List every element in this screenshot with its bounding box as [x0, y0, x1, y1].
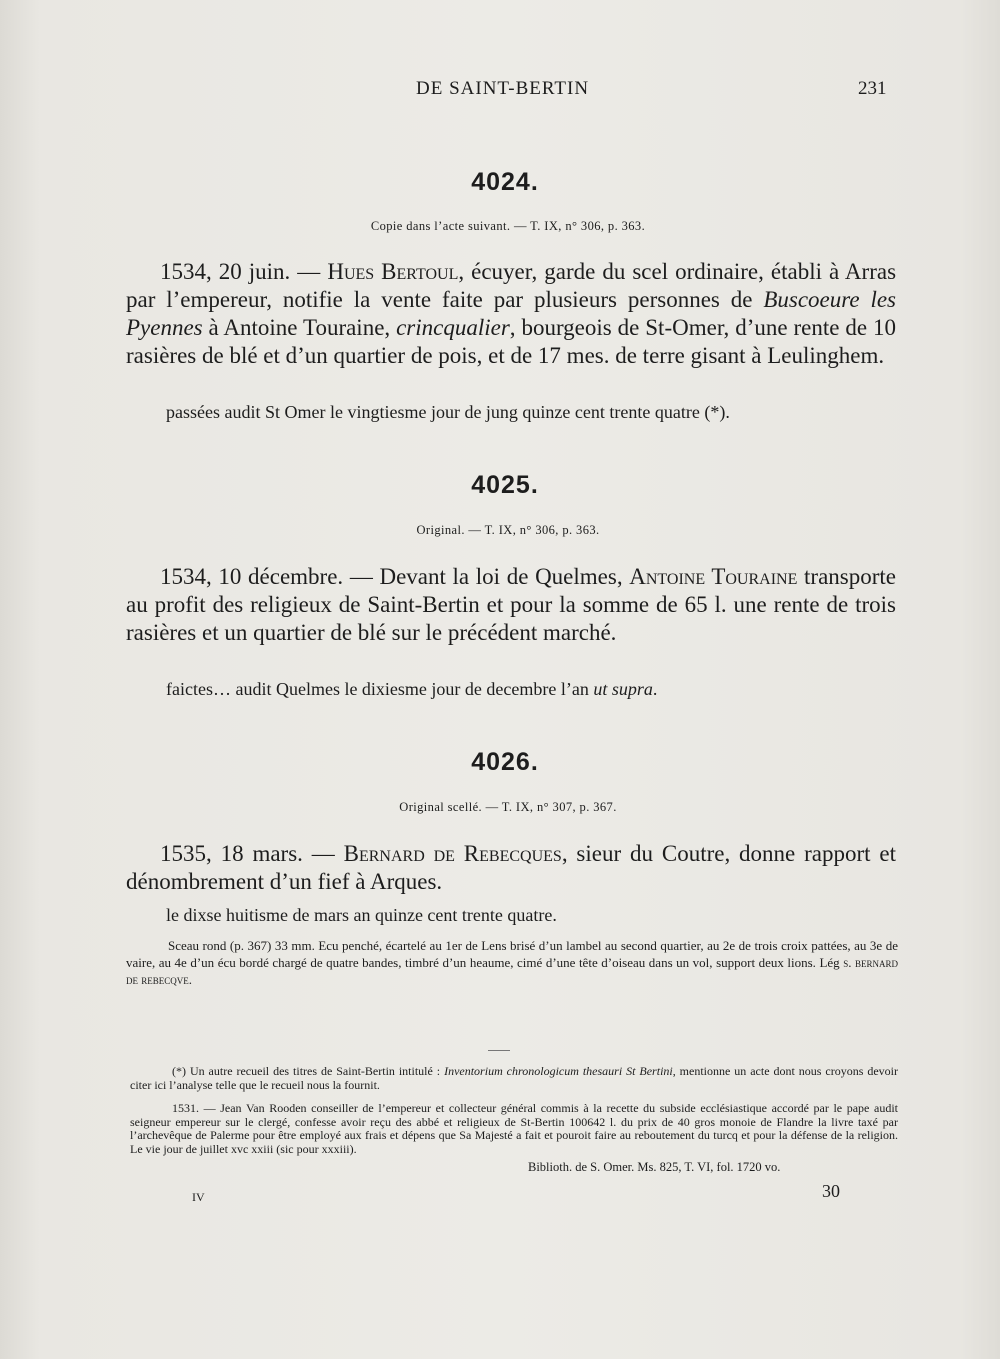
quote-end: . [652, 679, 658, 699]
source-note-4026: Original scellé. — T. IX, n° 307, p. 367. [399, 800, 617, 814]
entry-number-4025: 4025. [471, 471, 539, 499]
quote-4025 [166, 677, 896, 701]
abstract-text: transporte au profit des religieux de Saint-Bertin et pour la somme de 65 l. une rente de trois rasières et un quartier de blé sur le précédent marché. [126, 564, 896, 645]
person-name: Bernard de Rebecques [343, 841, 562, 866]
footnote-star [130, 1065, 898, 1092]
footnote-1531: 1531. — Jean Van Rooden conseiller de l’empereur et collecteur général commis à la recette du subside ecclésiastique accordé par le pape audit seigneur empereur sur le clergé, confesse avoir reçu des abbé et religieux de St-Bertin 100642 l. du prix de 40 gros monoie de Flandre la livre taxé par l’archevêque de Palerme pour être employé aux frais et dépens que Sa Majesté a fait et pouroit faire au reboutement du turcq et pour la défense de la religion. Le vie jour de juillet xvc xxiii (sic pour xxxiii). [130, 1101, 898, 1156]
source-note-4025: Original. — T. IX, n° 306, p. 363. [416, 523, 600, 537]
person-name: Antoine Touraine [629, 564, 798, 589]
footnote-divider [488, 1050, 510, 1051]
footnote-text: (*) Un autre recueil des titres de Saint-Bertin intitulé : [172, 1064, 445, 1078]
seal-legend: s. bernard de rebecqve. [126, 955, 898, 987]
occupation: crincqualier [396, 315, 510, 340]
footnote-italic: Inventorium chronologicum thesauri St Bertini [444, 1064, 673, 1078]
page-number: 231 [858, 78, 887, 99]
abstract-text: , bourgeois de St-Omer, d’une rente de 10 rasières de blé et d’un quartier de pois, et de 17 mes. de terre gisant à Leulinghem. [126, 315, 896, 368]
abstract-4026 [126, 840, 896, 896]
footnote-end: , mentionne un acte dont nous croyons devoir citer ici l’analyse telle que le recueil nous la fournit. [130, 1064, 898, 1092]
abstract-date: 1534, 20 juin. — [160, 259, 328, 284]
seal-text: Sceau rond (p. 367) 33 mm. Ecu penché, écartelé au 1er de Lens brisé d’un lambel au second quartier, au 2e de trois croix pattées, au 3e de vaire, au 4e d’un écu bordé chargé de quatre bandes, timbré d’un heaume, cimé d’une tête d’oiseau dans un vol, support deux lions. Lég [126, 938, 898, 970]
entry-number-4026: 4026. [471, 748, 539, 776]
source-note-4024: Copie dans l’acte suivant. — T. IX, n° 306, p. 363. [370, 219, 646, 233]
place-name: Buscoeure les Pyennes [126, 287, 897, 340]
seal-description [126, 937, 898, 988]
abstract-date: 1534, 10 décembre. — Devant la loi de Quelmes, [160, 564, 630, 589]
footnote-source: Biblioth. de S. Omer. Ms. 825, T. VI, fol. 1720 vo. [528, 1160, 781, 1174]
abstract-text: , sieur du Coutre, donne rapport et dénombrement d’un fief à Arques. [126, 841, 897, 894]
quote-4026: le dixse huitisme de mars an quinze cent trente quatre. [166, 905, 557, 925]
quote-text: faictes… audit Quelmes le dixiesme jour de decembre l’an [166, 679, 594, 699]
entry-number-4024: 4024. [471, 168, 539, 196]
quote-italic: ut supra [593, 679, 653, 699]
abstract-text: à Antoine Touraine, [202, 315, 397, 340]
running-head [0, 78, 1000, 104]
abstract-date: 1535, 18 mars. — [160, 841, 344, 866]
person-name: Hues Bertoul [327, 259, 459, 284]
quote-4024: passées audit St Omer le vingtiesme jour de jung quinze cent trente quatre (*). [166, 402, 730, 422]
abstract-4025 [126, 563, 896, 647]
signature-mark: IV [192, 1190, 205, 1204]
running-title: DE SAINT-BERTIN [416, 78, 590, 99]
abstract-4024 [126, 258, 896, 370]
signature-number: 30 [822, 1181, 840, 1201]
abstract-text: , écuyer, garde du scel ordinaire, établi à Arras par l’empereur, notifie la vente faite par plusieurs personnes de [126, 259, 897, 312]
